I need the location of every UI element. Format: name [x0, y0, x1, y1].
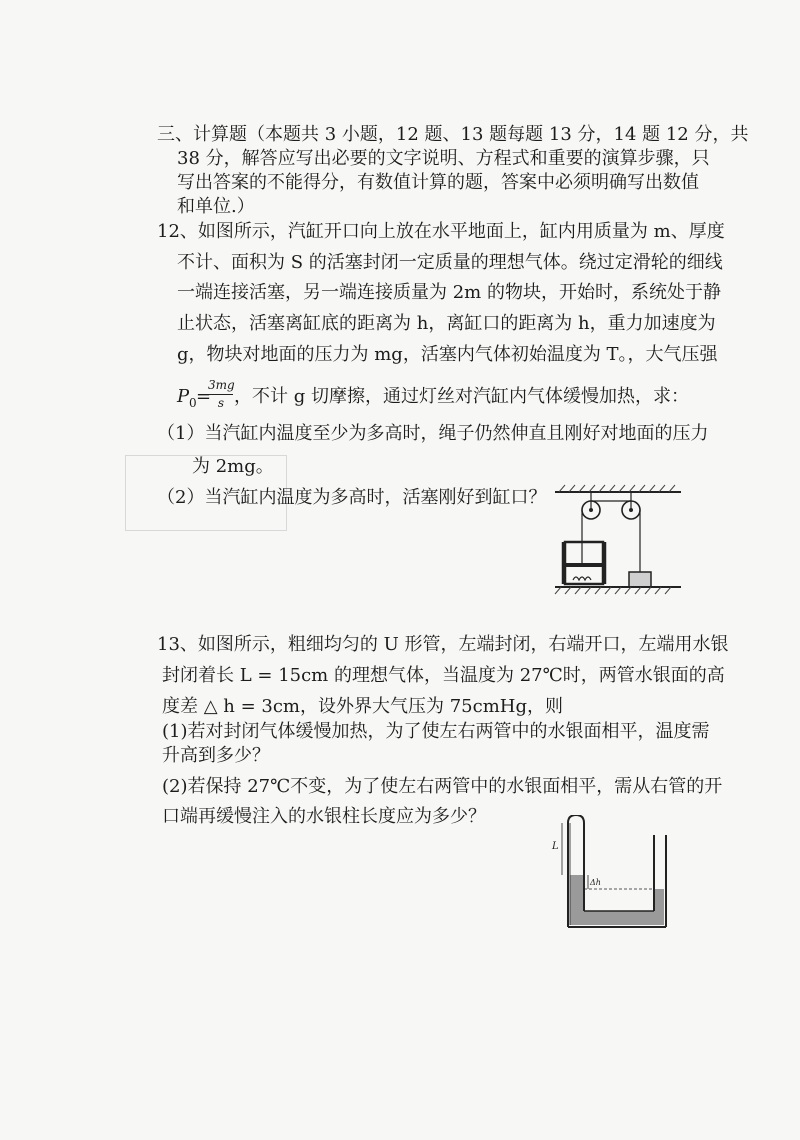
- q12-line2: 不计、面积为 S 的活塞封闭一定质量的理想气体。绕过定滑轮的细线: [177, 252, 723, 273]
- q12-line5: g，物块对地面的压力为 mg，活塞内气体初始温度为 T。，大气压强: [177, 344, 718, 365]
- q13-part1-line2: 升高到多少？: [162, 745, 270, 766]
- q12-part2: （2）当汽缸内温度为多高时，活塞刚好到缸口？: [157, 487, 547, 508]
- q12-frac-bar: [209, 394, 233, 395]
- q12-line1: 12、如图所示，汽缸开口向上放在水平地面上，缸内用质量为 m、厚度: [157, 221, 725, 242]
- section3-line3: 写出答案的不能得分，有数值计算的题，答案中必须明确写出数值: [177, 172, 699, 193]
- q12-p0-sub: 0: [189, 396, 197, 410]
- q13-part2-line1: (2)若保持 27℃不变，为了使左右两管中的水银面相平，需从右管的开: [162, 776, 723, 797]
- q12-line3: 一端连接活塞，另一端连接质量为 2m 的物块，开始时，系统处于静: [177, 282, 721, 303]
- q12-line4: 止状态，活塞离缸底的距离为 h，离缸口的距离为 h，重力加速度为: [177, 313, 716, 334]
- q13-line3: 度差 △ h = 3cm，设外界大气压为 75cmHg，则: [162, 696, 563, 717]
- q13-line2: 封闭着长 L = 15cm 的理想气体，当温度为 27℃时，两管水银面的高: [162, 665, 725, 686]
- q12-frac-num: 3mg: [208, 378, 235, 392]
- piston: [566, 563, 602, 567]
- block: [629, 572, 651, 587]
- q12-line6: ，不计 g 切摩擦，通过灯丝对汽缸内气体缓慢加热，求：: [234, 386, 689, 407]
- q12-p0-eq: =: [196, 386, 212, 407]
- q12-part1-line1: （1）当汽缸内温度至少为多高时，绳子仍然伸直且刚好对地面的压力: [157, 423, 709, 444]
- label-L: L: [552, 841, 559, 852]
- q13-part2-line2: 口端再缓慢注入的水银柱长度应为多少？: [162, 806, 486, 827]
- section3-line1: 三、计算题（本题共 3 小题，12 题、13 题每题 13 分，14 题 12 分，共: [157, 124, 749, 145]
- q13-line1: 13、如图所示，粗细均匀的 U 形管，左端封闭，右端开口，左端用水银: [157, 634, 729, 655]
- label-dh: Δh: [590, 878, 601, 887]
- q13-figure: [550, 815, 675, 935]
- q12-figure: [553, 480, 683, 605]
- q13-part1-line1: (1)若对封闭气体缓慢加热，为了使左右两管中的水银面相平，温度需: [162, 721, 710, 742]
- section3-line4: 和单位.）: [177, 196, 255, 217]
- q12-part1-line2: 为 2mg。: [192, 456, 274, 477]
- q12-p0-label: P: [177, 386, 190, 407]
- section3-line2: 38 分，解答应写出必要的文字说明、方程式和重要的演算步骤，只: [177, 148, 710, 169]
- q12-frac-den: s: [217, 396, 225, 410]
